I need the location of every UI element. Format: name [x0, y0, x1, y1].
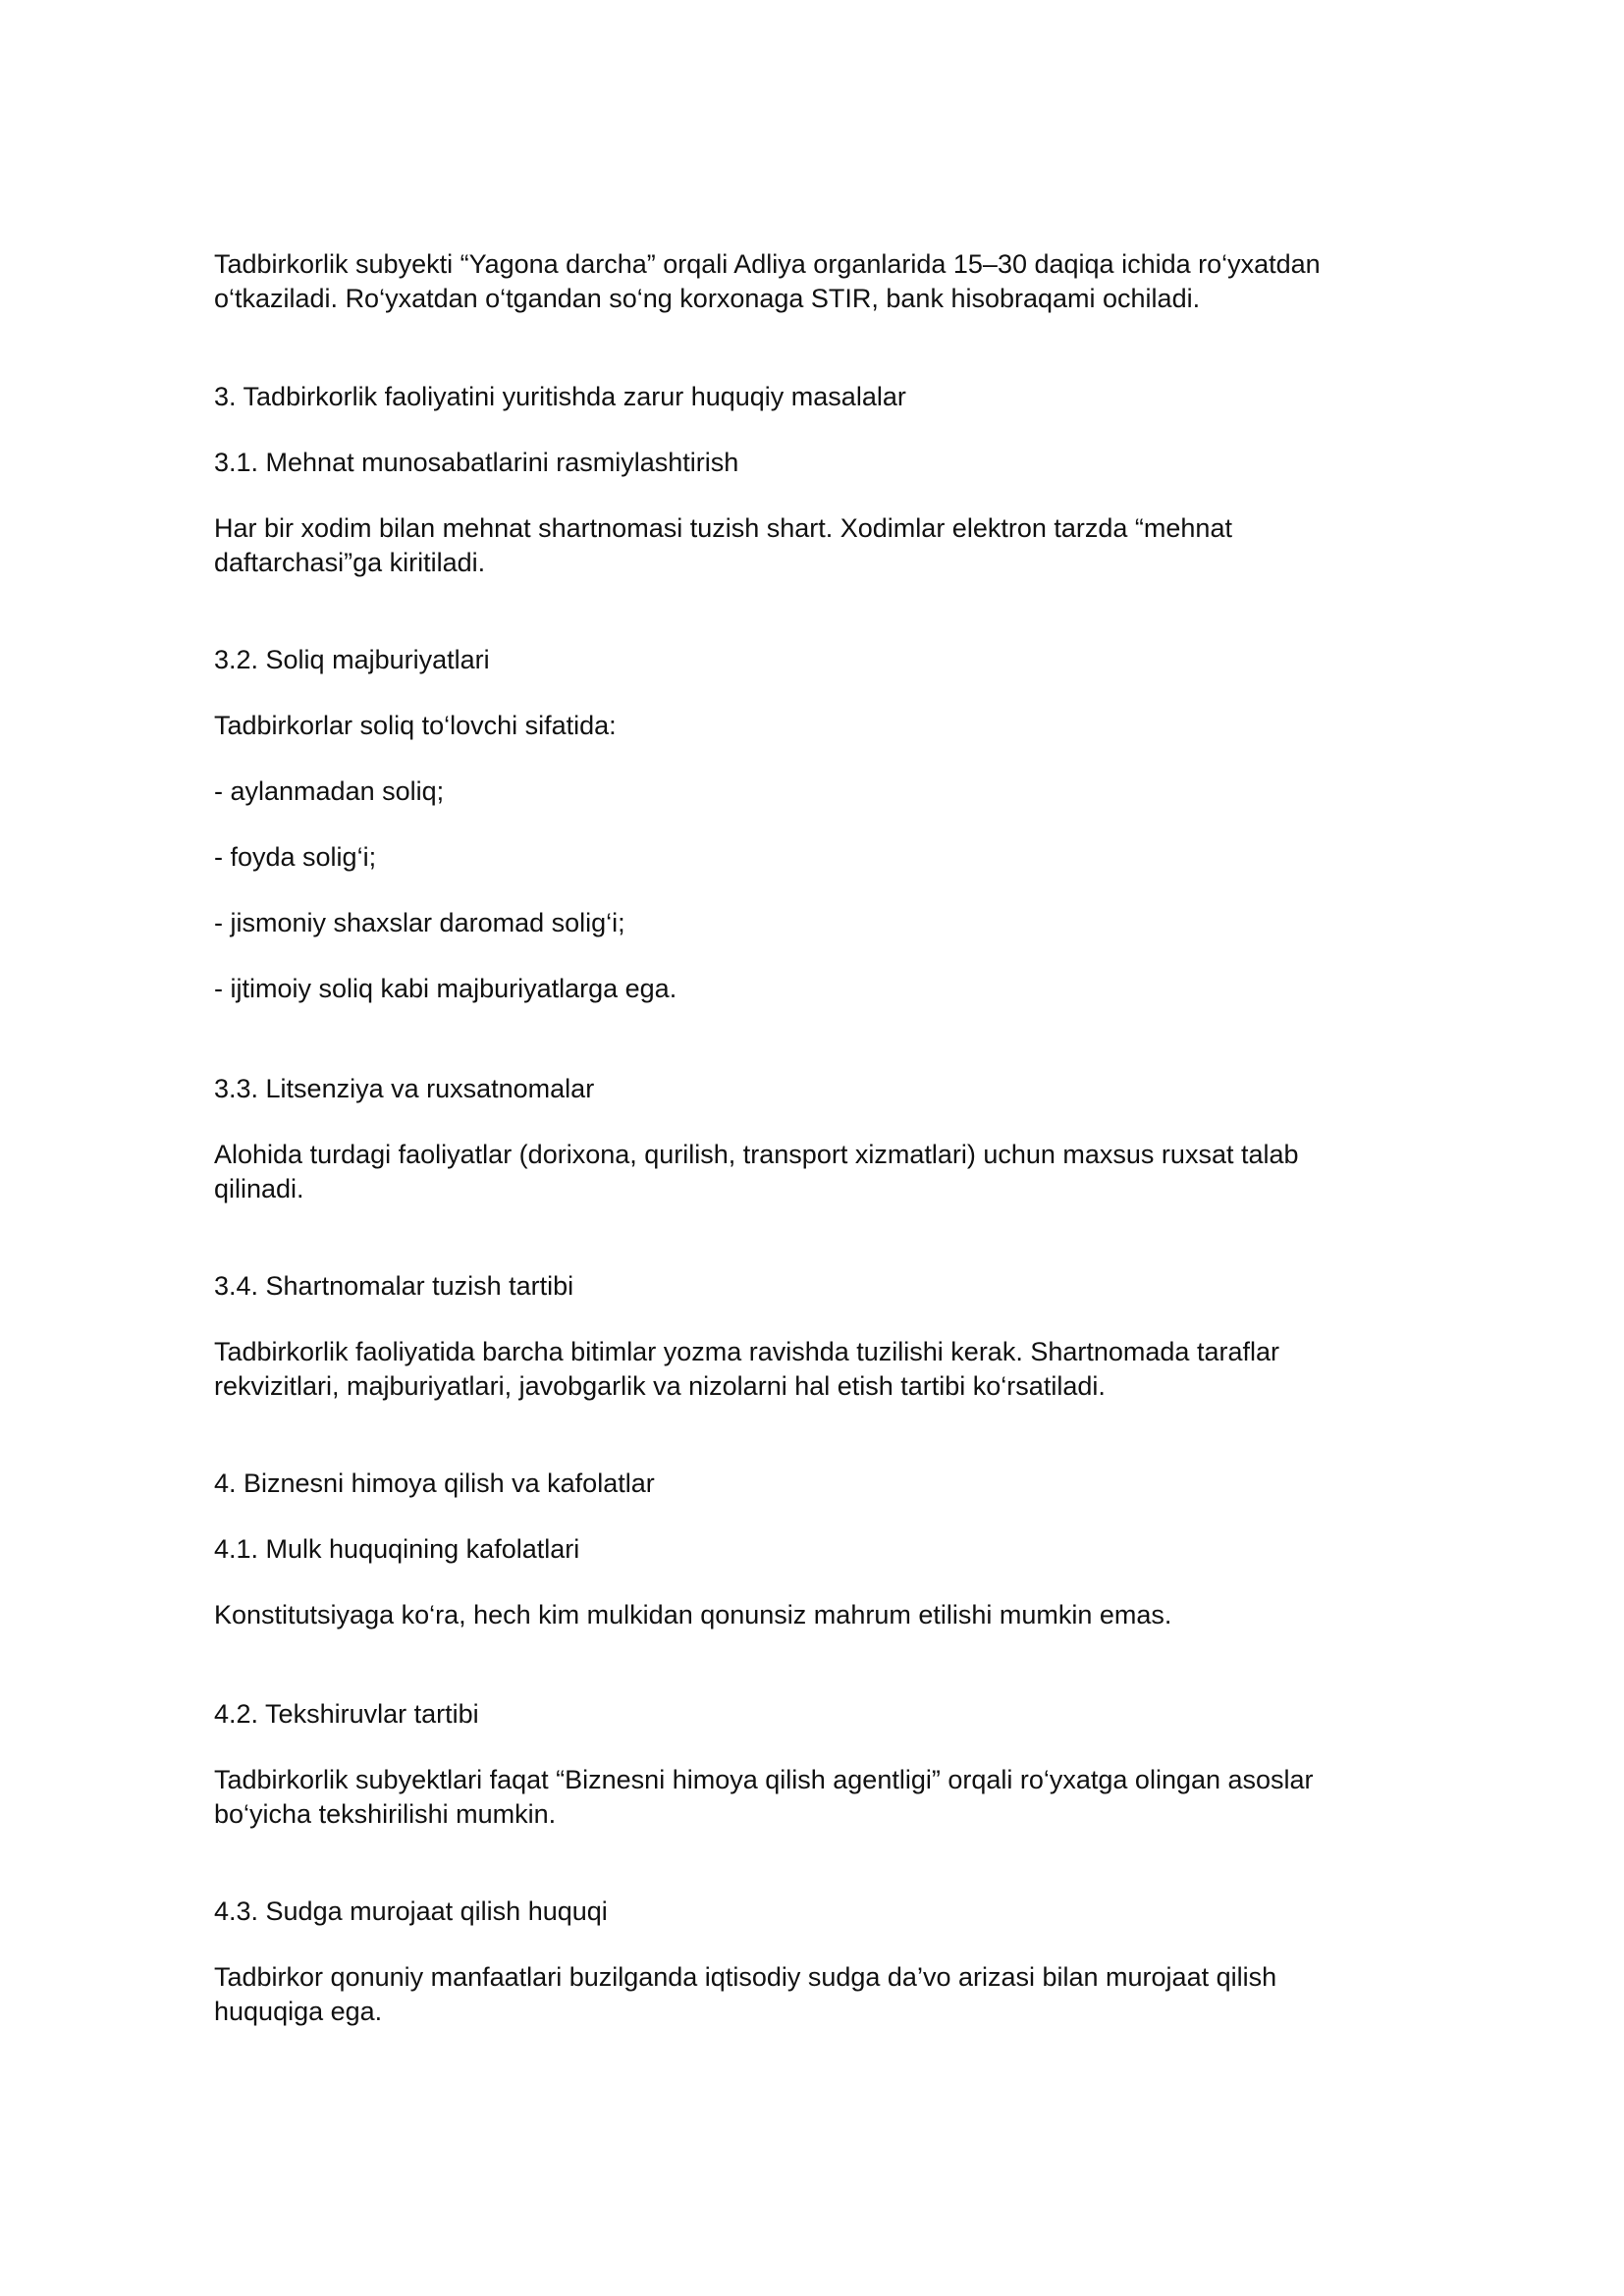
section-4-3-paragraph-line-2: huquqiga ega. [214, 1997, 383, 2026]
list-item: - foyda solig‘i; [214, 842, 377, 872]
section-4-1-heading: 4.1. Mulk huquqining kafolatlari [214, 1534, 580, 1564]
section-3-4-paragraph-line-2: rekvizitlari, majburiyatlari, javobgarlik va nizolarni hal etish tartibi ko‘rsatiladi. [214, 1371, 1106, 1401]
section-3-3-paragraph-line-2: qilinadi. [214, 1174, 304, 1203]
section-4-2-paragraph-line-2: bo‘yicha tekshirilishi mumkin. [214, 1799, 557, 1829]
section-3-2-heading: 3.2. Soliq majburiyatlari [214, 645, 490, 674]
list-item: - ijtimoiy soliq kabi majburiyatlarga ega. [214, 974, 677, 1003]
intro-paragraph-line-2: o‘tkaziladi. Ro‘yxatdan o‘tgandan so‘ng korxonaga STIR, bank hisobraqami ochiladi. [214, 284, 1201, 313]
section-3-2-lead: Tadbirkorlar soliq to‘lovchi sifatida: [214, 711, 617, 740]
section-4-2-heading: 4.2. Tekshiruvlar tartibi [214, 1699, 479, 1729]
section-4-3-heading: 4.3. Sudga murojaat qilish huquqi [214, 1896, 608, 1926]
section-4-heading: 4. Biznesni himoya qilish va kafolatlar [214, 1468, 655, 1498]
section-3-3-heading: 3.3. Litsenziya va ruxsatnomalar [214, 1074, 595, 1103]
list-item: - aylanmadan soliq; [214, 776, 445, 806]
section-3-1-heading: 3.1. Mehnat munosabatlarini rasmiylashtirish [214, 448, 739, 477]
section-3-1-paragraph-line-1: Har bir xodim bilan mehnat shartnomasi tuzish shart. Xodimlar elektron tarzda “mehnat [214, 513, 1232, 543]
list-item: - jismoniy shaxslar daromad solig‘i; [214, 908, 625, 937]
section-3-4-heading: 3.4. Shartnomalar tuzish tartibi [214, 1271, 574, 1301]
section-3-3-paragraph-line-1: Alohida turdagi faoliyatlar (dorixona, qurilish, transport xizmatlari) uchun maxsus ruxsat talab [214, 1140, 1299, 1169]
section-4-3-paragraph-line-1: Tadbirkor qonuniy manfaatlari buzilganda iqtisodiy sudga da’vo arizasi bilan murojaat qilish [214, 1962, 1277, 1992]
section-3-1-paragraph-line-2: daftarchasi”ga kiritiladi. [214, 548, 486, 577]
intro-paragraph-line-1: Tadbirkorlik subyekti “Yagona darcha” orqali Adliya organlarida 15–30 daqiqa ichida ro‘yxatdan [214, 249, 1321, 279]
section-3-heading: 3. Tadbirkorlik faoliyatini yuritishda zarur huquqiy masalalar [214, 382, 906, 411]
section-3-4-paragraph-line-1: Tadbirkorlik faoliyatida barcha bitimlar yozma ravishda tuzilishi kerak. Shartnomada taraflar [214, 1337, 1279, 1366]
section-4-2-paragraph-line-1: Tadbirkorlik subyektlari faqat “Biznesni himoya qilish agentligi” orqali ro‘yxatga olingan asoslar [214, 1765, 1314, 1794]
section-4-1-paragraph-line-1: Konstitutsiyaga ko‘ra, hech kim mulkidan qonunsiz mahrum etilishi mumkin emas. [214, 1600, 1172, 1629]
